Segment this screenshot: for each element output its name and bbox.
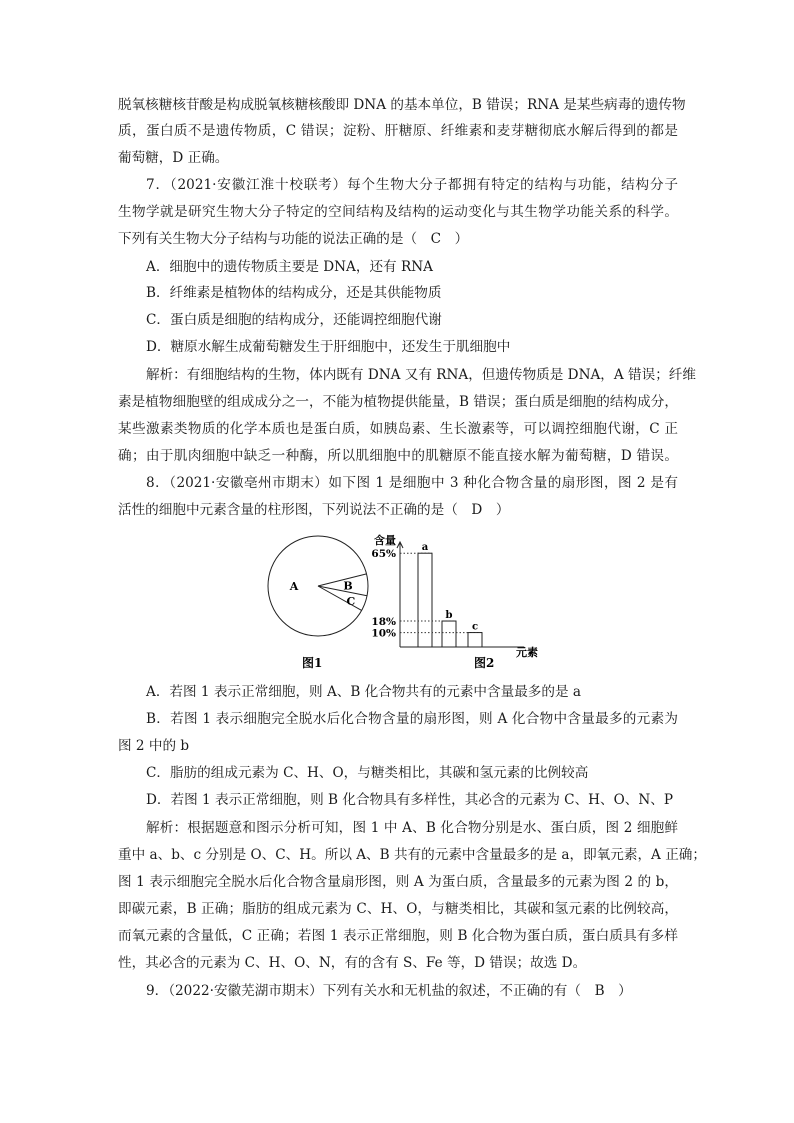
pie-slice-edge: [318, 574, 367, 586]
figure1-caption: 图1: [302, 656, 323, 670]
text-line: 即碳元素，B 正确；脂肪的组成元素为 C、H、O，与糖类相比，其碳和氢元素的比例较高，: [118, 901, 678, 917]
text-line: B．若图 1 表示细胞完全脱水后化合物含量的扇形图，则 A 化合物中含量最多的元素为: [146, 711, 678, 727]
text-line: 下列有关生物大分子结构与功能的说法正确的是（ C ）: [118, 231, 469, 247]
x-axis-label: 元素: [516, 646, 538, 659]
y-axis-label: 含量: [374, 534, 396, 547]
figure2-caption: 图2: [474, 656, 495, 670]
text-line: 而氧元素的含量低，C 正确；若图 1 表示正常细胞，则 B 化合物为蛋白质，蛋白质具有多样: [118, 928, 678, 944]
text-line: 解析：根据题意和图示分析可知，图 1 中 A、B 化合物分别是水、蛋白质，图 2 细胞鲜: [146, 820, 678, 836]
text-line: C．蛋白质是细胞的结构成分，还能调控细胞代谢: [146, 312, 442, 328]
text-line: 图 2 中的 b: [118, 738, 190, 754]
text-line: 脱氧核糖核苷酸是构成脱氧核糖核酸即 DNA 的基本单位，B 错误；RNA 是某些病毒的遗传物: [118, 97, 686, 113]
y-tick-label: 18%: [371, 616, 396, 629]
bar-label-b: b: [445, 610, 453, 622]
text-line: 9．（2022·安徽芜湖市期末）下列有关水和无机盐的叙述，不正确的有（ B ）: [146, 983, 632, 999]
text-line: 葡萄糖，D 正确。: [118, 150, 229, 166]
pie-label-b: B: [343, 579, 353, 593]
bar-label-a: a: [421, 542, 429, 554]
pie-chart: [268, 536, 368, 636]
text-line: D．糖原水解生成葡萄糖发生于肝细胞中，还发生于肌细胞中: [146, 339, 511, 355]
text-line: 图 1 表示细胞完全脱水后化合物含量扇形图，则 A 为蛋白质，含量最多的元素为图 2 的 b，: [118, 874, 678, 890]
pie-label-a: A: [289, 580, 299, 593]
text-line: 解析：有细胞结构的生物，体内既有 DNA 又有 RNA，但遗传物质是 DNA，A 错误；纤维: [146, 367, 696, 383]
y-tick-label: 65%: [371, 548, 396, 561]
text-line: 质，蛋白质不是遗传物质，C 错误；淀粉、肝糖原、纤维素和麦芽糖彻底水解后得到的都是: [118, 123, 678, 139]
text-line: B．纤维素是植物体的结构成分，还是其供能物质: [146, 285, 442, 301]
y-tick-label: 10%: [371, 627, 396, 640]
bar-chart: [371, 533, 538, 659]
text-line: 性，其必含的元素为 C、H、O、N，有的含有 S、Fe 等，D 错误；故选 D。: [118, 955, 587, 971]
text-line: C．脂肪的组成元素为 C、H、O，与糖类相比，其碳和氢元素的比例较高: [146, 765, 589, 781]
figure-svg: [262, 530, 562, 675]
figure-area: [262, 530, 562, 675]
pie-label-c: C: [346, 594, 356, 608]
bar-c: [468, 633, 482, 647]
text-line: D．若图 1 表示正常细胞，则 B 化合物具有多样性，其必含的元素为 C、H、O、N、P: [146, 792, 673, 808]
text-line: 素是植物细胞壁的组成成分之一，不能为植物提供能量，B 错误；蛋白质是细胞的结构成分，: [118, 394, 678, 410]
text-line: A．若图 1 表示正常细胞，则 A、B 化合物共有的元素中含量最多的是 a: [146, 684, 582, 700]
text-line: 确；由于肌肉细胞中缺乏一种酶，所以肌细胞中的肌糖原不能直接水解为葡萄糖，D 错误。: [118, 448, 678, 464]
text-line: A．细胞中的遗传物质主要是 DNA，还有 RNA: [146, 259, 433, 275]
text-line: 生物学就是研究生物大分子特定的空间结构及结构的运动变化与其生物学功能关系的科学。: [118, 204, 678, 220]
bar-label-c: c: [471, 621, 479, 633]
text-line: 8．（2021·安徽亳州市期末）如下图 1 是细胞中 3 种化合物含量的扇形图，图 2 是有: [146, 475, 678, 491]
text-line: 7．（2021·安徽江淮十校联考）每个生物大分子都拥有特定的结构与功能，结构分子: [146, 177, 678, 193]
bar-b: [442, 621, 456, 647]
text-line: 重中 a、b、c 分别是 O、C、H。所以 A、B 共有的元素中含量最多的是 a，即氧元素，A 正确；: [118, 847, 706, 863]
text-line: 某些激素类物质的化学本质也是蛋白质，如胰岛素、生长激素等，可以调控细胞代谢，C 正: [118, 421, 678, 437]
text-line: 活性的细胞中元素含量的柱形图，下列说法不正确的是（ D ）: [118, 502, 510, 518]
